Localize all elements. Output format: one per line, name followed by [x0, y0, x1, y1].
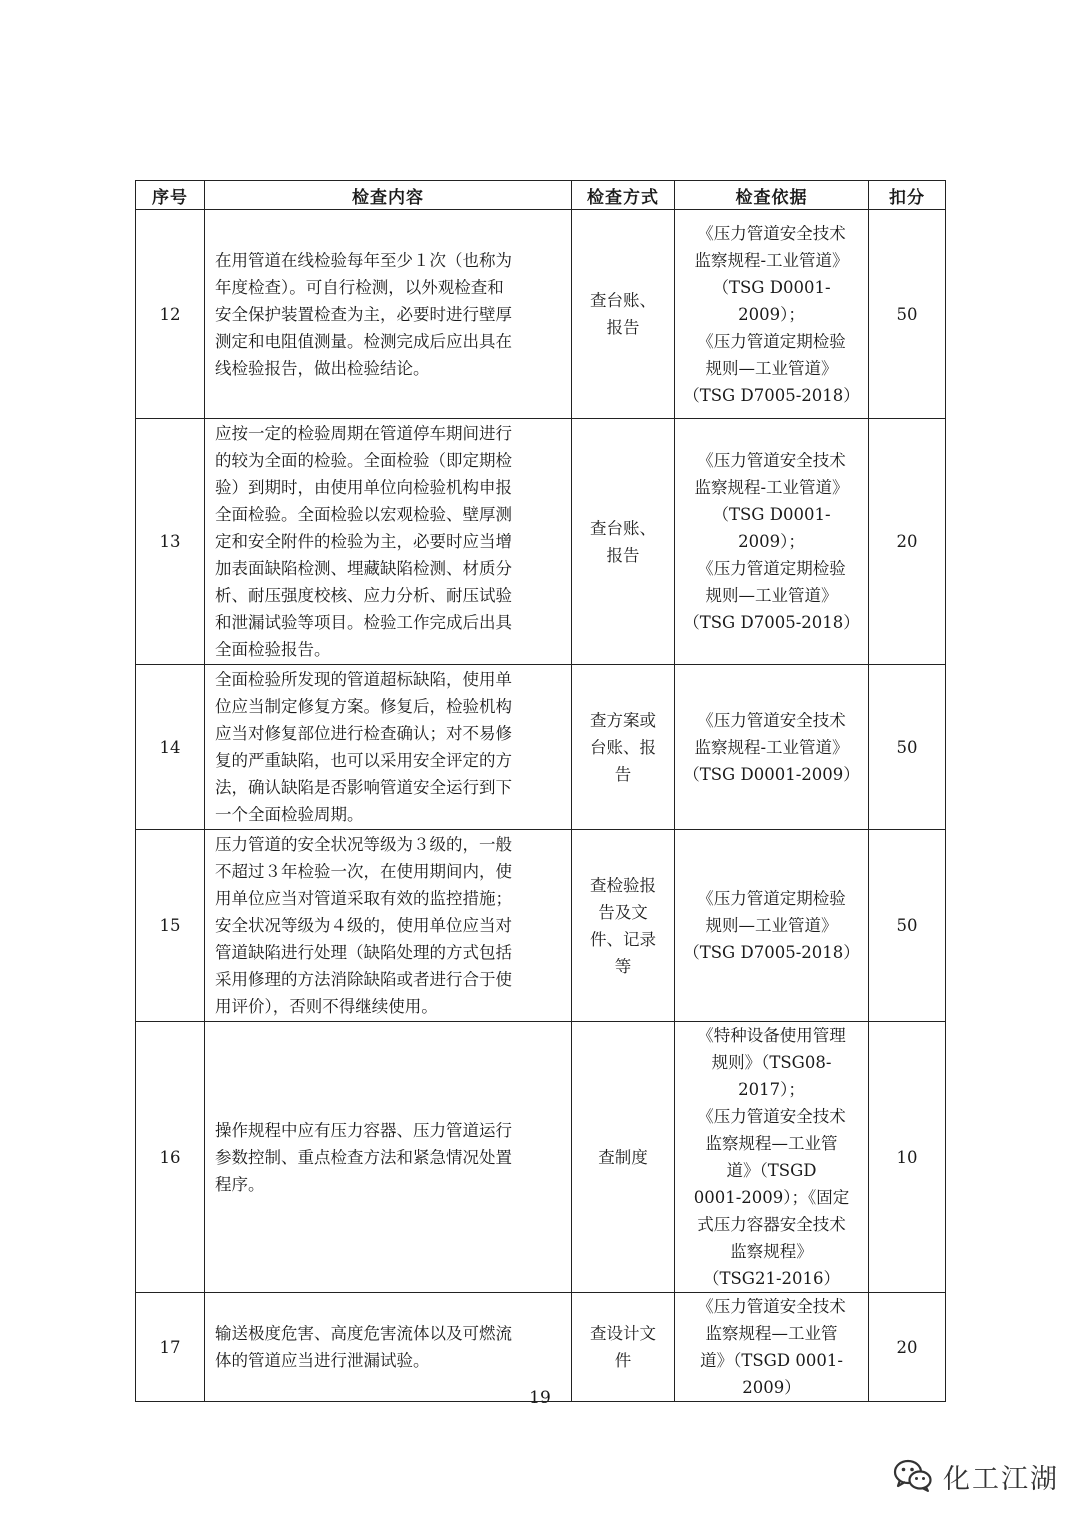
table-row	[136, 1293, 946, 1402]
watermark	[893, 1456, 1059, 1496]
cell-method-line: 告	[614, 764, 632, 784]
cell-basis	[675, 830, 869, 1022]
cell-basis-line: 规则—工业管道》	[705, 586, 838, 605]
cell-content	[205, 665, 572, 830]
cell-method-line: 查台账、	[590, 518, 656, 538]
cell-basis-line: （TSG D0001-2009）；	[712, 505, 831, 551]
table-row	[136, 665, 946, 830]
cell-score: 50	[869, 665, 946, 830]
cell-basis-line: （TSG D0001-2009）	[683, 764, 860, 784]
cell-method-line: 查制度	[598, 1147, 648, 1167]
cell-content-line: 输送极度危害、高度危害流体以及可燃流	[215, 1324, 512, 1343]
cell-basis-line: 道》（TSGD 0001-2009）	[700, 1351, 843, 1397]
cell-method-line: 等	[614, 956, 632, 976]
table-row	[136, 830, 946, 1022]
cell-basis-line: 0001-2009）；《固定	[693, 1188, 850, 1207]
cell-basis-line: 式压力容器安全技术	[697, 1215, 846, 1234]
cell-method-line: 查台账、	[590, 291, 656, 310]
cell-no: 17	[136, 1293, 205, 1402]
cell-content-line: 线检验报告，做出检验结论。	[215, 358, 430, 378]
cell-content-line: 体的管道应当进行泄漏试验。	[215, 1351, 430, 1370]
cell-score: 20	[869, 419, 946, 665]
cell-basis-line: 《压力管道安全技术	[697, 223, 846, 243]
cell-basis-line: 《压力管道定期检验	[697, 331, 846, 351]
cell-basis-line: 《压力管道安全技术	[697, 1107, 846, 1126]
cell-basis-line: 监察规程—工业管	[705, 1134, 838, 1153]
header-score: 扣分	[869, 181, 946, 210]
cell-basis-line: 《压力管道定期检验	[697, 889, 846, 908]
cell-content-line: 不超过３年检验一次，在使用期间内，使	[215, 862, 512, 881]
cell-content-line: 全面检验报告。	[215, 640, 331, 659]
cell-content-line: 位应当制定修复方案。修复后，检验机构	[215, 697, 512, 716]
cell-content-line: 管道缺陷进行处理（缺陷处理的方式包括	[215, 943, 512, 962]
cell-basis	[675, 665, 869, 830]
cell-content-line: 年度检查）。可自行检测，以外观检查和	[215, 277, 504, 297]
cell-method	[572, 665, 675, 830]
cell-content	[205, 210, 572, 419]
cell-method-line: 查方案或	[590, 710, 656, 730]
cell-content-line: 全面检验所发现的管道超标缺陷，使用单	[215, 670, 512, 689]
cell-method	[572, 1293, 675, 1402]
cell-basis-line: （TSG D7005-2018）	[683, 613, 860, 632]
cell-content-line: 全面检验。全面检验以宏观检验、壁厚测	[215, 505, 512, 524]
cell-content-line: 安全保护装置检查为主，必要时进行壁厚	[215, 304, 512, 324]
cell-content-line: 析、耐压强度校核、应力分析、耐压试验	[215, 586, 512, 605]
cell-basis-line: 《压力管道定期检验	[697, 559, 846, 578]
cell-content-line: 安全状况等级为４级的，使用单位应当对	[215, 916, 512, 935]
cell-content-line: 采用修理的方法消除缺陷或者进行合于使	[215, 970, 512, 989]
cell-content-line: 的较为全面的检验。全面检验（即定期检	[215, 451, 512, 470]
cell-basis-line: 监察规程-工业管道》	[694, 737, 849, 757]
cell-content-line: 应按一定的检验周期在管道停车期间进行	[215, 424, 512, 443]
cell-method-line: 台账、报	[590, 737, 656, 757]
cell-content-line: 压力管道的安全状况等级为３级的，一般	[215, 835, 512, 854]
cell-content-line: 用单位应当对管道采取有效的监控措施；	[215, 889, 512, 908]
cell-basis-line: 《压力管道安全技术	[697, 451, 846, 470]
cell-method-line: 件、记录	[590, 929, 656, 949]
cell-method-line: 报告	[606, 318, 640, 337]
table-header-row	[136, 181, 946, 210]
cell-content-line: 参数控制、重点检查方法和紧急情况处置	[215, 1147, 512, 1167]
cell-content-line: 操作规程中应有压力容器、压力管道运行	[215, 1120, 512, 1140]
cell-basis	[675, 419, 869, 665]
cell-method	[572, 830, 675, 1022]
cell-basis-line: 监察规程-工业管道》	[694, 478, 849, 497]
cell-basis-line: 监察规程》	[730, 1242, 813, 1261]
table-row	[136, 1022, 946, 1293]
cell-score: 20	[869, 1293, 946, 1402]
cell-content-line: 定和安全附件的检验为主，必要时应当增	[215, 532, 512, 551]
cell-basis-line: （TSG D7005-2018）	[683, 943, 860, 962]
cell-content	[205, 1022, 572, 1293]
cell-content-line: 用评价），否则不得继续使用。	[215, 997, 438, 1016]
header-content: 检查内容	[205, 181, 572, 210]
cell-basis-line: 监察规程-工业管道》	[694, 250, 849, 270]
cell-content-line: 法，确认缺陷是否影响管道安全运行到下	[215, 778, 512, 797]
cell-no: 13	[136, 419, 205, 665]
cell-no: 12	[136, 210, 205, 419]
cell-content	[205, 830, 572, 1022]
cell-score: 50	[869, 210, 946, 419]
cell-content-line: 测定和电阻值测量。检测完成后应出具在	[215, 331, 512, 351]
cell-score: 10	[869, 1022, 946, 1293]
cell-basis-line: 《特种设备使用管理	[697, 1026, 846, 1045]
cell-content-line: 复的严重缺陷，也可以采用安全评定的方	[215, 751, 512, 770]
cell-no: 15	[136, 830, 205, 1022]
cell-basis-line: 监察规程—工业管	[705, 1324, 838, 1343]
cell-basis	[675, 1022, 869, 1293]
inspection-table	[135, 180, 946, 1402]
cell-method-line: 查检验报	[590, 875, 656, 895]
table-row	[136, 419, 946, 665]
cell-content	[205, 419, 572, 665]
cell-basis-line: 规则—工业管道》	[705, 916, 838, 935]
cell-basis-line: （TSG D7005-2018）	[683, 385, 860, 405]
cell-basis-line: （TSG21-2016）	[702, 1269, 841, 1288]
cell-content-line: 一个全面检验周期。	[215, 805, 364, 824]
cell-basis-line: 道》（TSGD	[726, 1161, 817, 1180]
cell-content-line: 和泄漏试验等项目。检验工作完成后出具	[215, 613, 512, 632]
cell-basis	[675, 1293, 869, 1402]
cell-score: 50	[869, 830, 946, 1022]
cell-basis-line: 《压力管道安全技术	[697, 1297, 846, 1316]
cell-method-line: 件	[614, 1351, 632, 1370]
cell-content	[205, 1293, 572, 1402]
cell-basis-line: （TSG D0001-2009）；	[712, 277, 831, 324]
header-method: 检查方式	[572, 181, 675, 210]
cell-content-line: 程序。	[215, 1174, 265, 1194]
cell-basis-line: 规则—工业管道》	[705, 358, 838, 378]
cell-basis-line: 《压力管道安全技术	[697, 710, 846, 730]
cell-method-line: 报告	[606, 545, 640, 565]
cell-content-line: 在用管道在线检验每年至少１次（也称为	[215, 250, 512, 270]
header-no: 序号	[136, 181, 205, 210]
cell-content-line: 验）到期时，由使用单位向检验机构申报	[215, 478, 512, 497]
cell-content-line: 应当对修复部位进行检查确认；对不易修	[215, 724, 512, 743]
cell-method-line: 查设计文	[590, 1324, 656, 1343]
cell-basis-line: 规则》（TSG08-2017）；	[711, 1053, 832, 1099]
cell-method	[572, 1022, 675, 1293]
cell-method	[572, 210, 675, 419]
cell-method-line: 告及文	[598, 902, 648, 922]
cell-no: 16	[136, 1022, 205, 1293]
cell-content-line: 加表面缺陷检测、埋藏缺陷检测、材质分	[215, 559, 512, 578]
cell-no: 14	[136, 665, 205, 830]
page-number: 19	[529, 1388, 551, 1408]
cell-basis	[675, 210, 869, 419]
wechat-icon	[893, 1459, 933, 1493]
header-basis: 检查依据	[675, 181, 869, 210]
cell-method	[572, 419, 675, 665]
watermark-text: 化工江湖	[943, 1463, 1059, 1495]
table-row	[136, 210, 946, 419]
